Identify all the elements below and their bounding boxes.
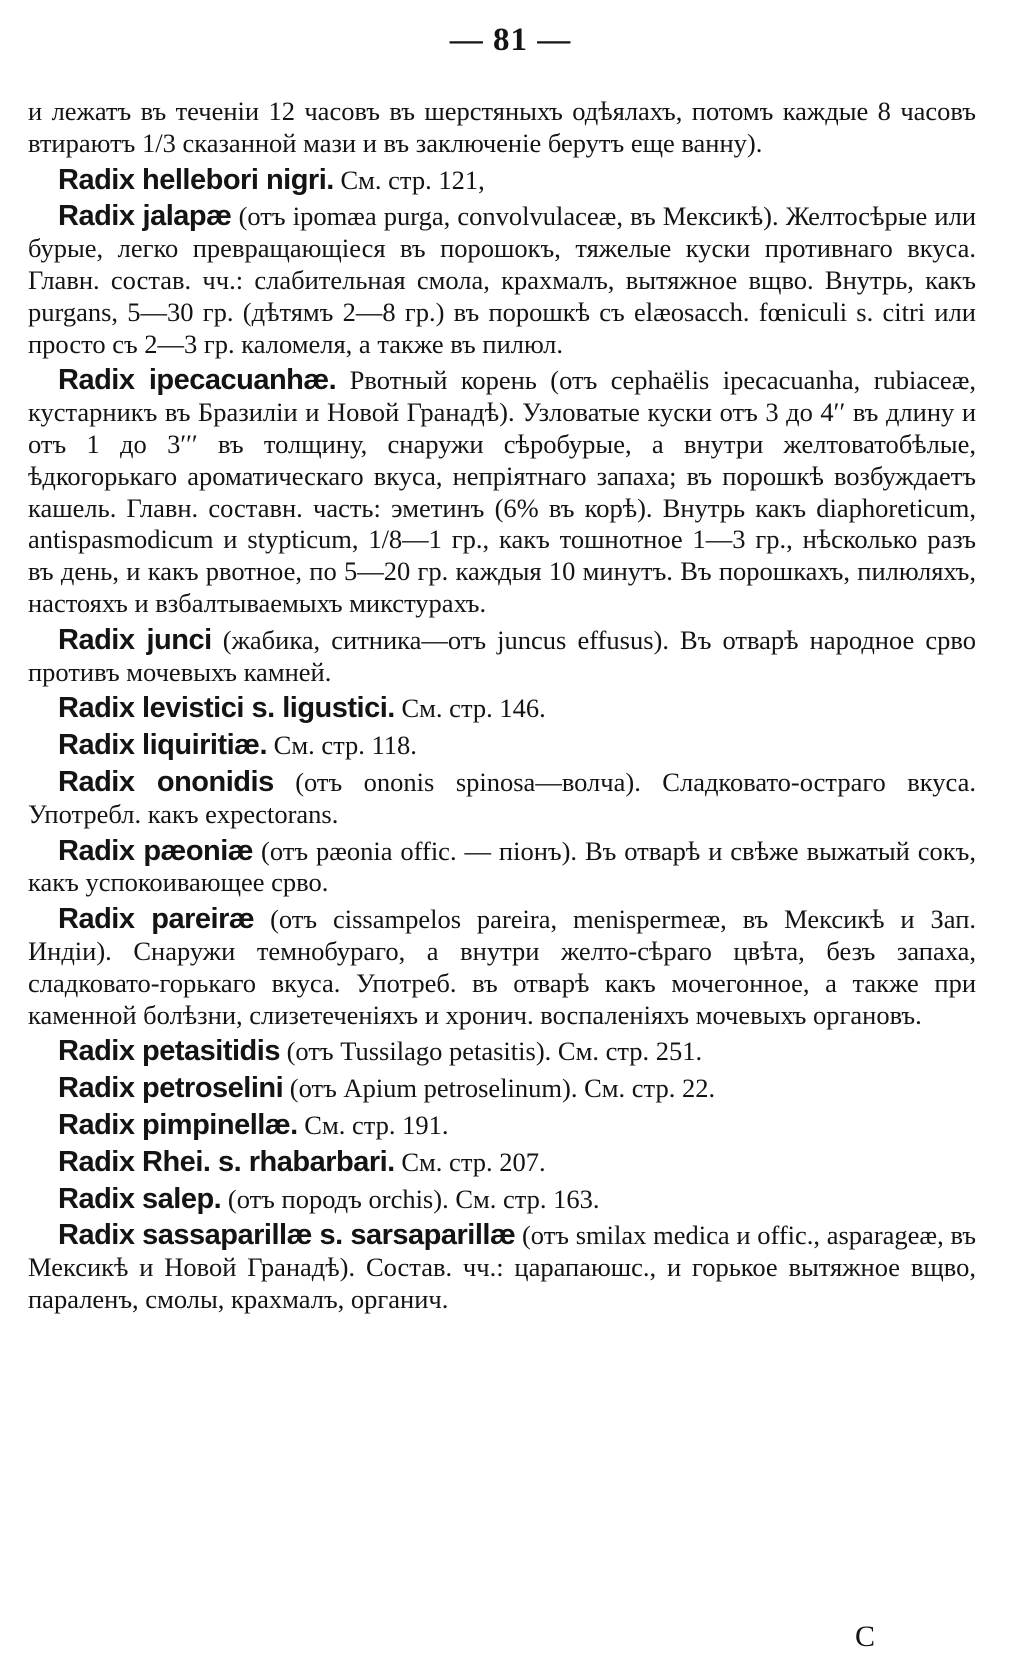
entry-ononidis (28, 767, 976, 831)
entry-text: См. стр. 121, (340, 164, 485, 195)
entry-rhei (28, 1147, 976, 1179)
entry-text: (отъ pæonia offic. — піонъ). Въ отварѣ и свѣже выжатый сокъ, какъ успокоивающее срво. (28, 835, 976, 898)
entry-term: Radix petasitidis (58, 1035, 280, 1068)
entry-term: Radix petroselini (58, 1072, 284, 1105)
entry-text: См. стр. 146. (401, 693, 546, 724)
entry-term: Radix pæoniæ (58, 834, 254, 867)
entry-text: (отъ cissampelos pareira, menispermeæ, въ Мексикѣ и Зап. Индіи). Снаружи темнобураго, а внутри желто-сѣраго цвѣта, безъ запаха, сладковато-горькаго вкуса. Употреб. въ отварѣ какъ мочегонное, а также при каменной болѣзни, слизетеченіяхъ и хронич. воспаленіяхъ мочевыхъ органовъ. (28, 904, 976, 1030)
entry-term: Radix ononidis (58, 765, 274, 798)
entry-liquiritiae (28, 730, 976, 762)
paragraph-continuation (28, 96, 976, 160)
entry-text: См. стр. 207. (401, 1146, 546, 1177)
entry-text: (отъ Apium petroselinum). См. стр. 22. (289, 1073, 716, 1104)
text-column (28, 96, 976, 1316)
entry-text: См. стр. 118. (273, 730, 417, 761)
entry-text: (отъ ononis spinosa—волча). Сладковато-остраго вкуса. Употребл. какъ expectorans. (28, 766, 977, 829)
entry-petroselini (28, 1073, 976, 1105)
entry-text: (жабика, ситника—отъ juncus effusus). Въ отварѣ народное срво противъ мочевыхъ камней. (28, 624, 977, 687)
entry-term: Radix ipecacuanhæ. (58, 364, 337, 397)
entry-term: Radix levistici s. ligustici. (58, 692, 395, 725)
entry-term: Radix liquiritiæ. (58, 729, 268, 762)
entry-text: Рвотный корень (отъ cephaëlis ipecacuanha, rubiaceæ, кустарникъ въ Бразиліи и Новой Гранадѣ). Узловатые куски отъ 3 до 4′′ въ длину и отъ 1 до 3′′′ въ толщину, снаружи сѣробурые, а внутри желтоватобѣлые, ѣдкогорькаго ароматическаго вкуса, непріятнаго запаха; въ порошкѣ возбуждаетъ кашель. Главн. составн. часть: эметинъ (6% въ корѣ). Внутрь какъ diaphoreticum, antispasmodicum и stypticum, 1/8—1 гр., какъ тошнотное 1—3 гр., нѣсколько разъ въ день, и какъ рвотное, по 5—20 гр. каждыя 10 минутъ. Въ порошкахъ, пилюляхъ, настояхъ и взбалтываемыхъ микстурахъ. (28, 365, 976, 618)
entry-text: (отъ smilax medica и offic., asparageæ, въ Мексикѣ и Новой Гранадѣ). Состав. чч.: царапаюшс., и горькое вытяжное вщво, параленъ, смолы, крахмалъ, органич. (28, 1220, 977, 1314)
entry-junci (28, 625, 976, 689)
entry-pimpinellae (28, 1110, 976, 1142)
entry-text: (отъ ipomæa purga, convolvulaceæ, въ Мексикѣ). Желтосѣрые или бурые, легко превращающіеся въ порошокъ, тяжелые куски противнаго вкуса. Главн. состав. чч.: слабительная смола, крахмалъ, вытяжное вщво. Внутрь, какъ purgans, 5—30 гр. (дѣтямъ 2—8 гр.) въ порошкѣ съ elæosacch. fœniculi s. citri или просто съ 2—3 гр. каломеля, а также въ пилюл. (28, 201, 976, 359)
entry-pareirae (28, 904, 976, 1031)
entry-sassaparillae (28, 1220, 976, 1315)
entry-ipecacuanhae (28, 365, 976, 619)
entry-text: (отъ породъ orchis). См. стр. 163. (227, 1183, 600, 1214)
entry-term: Radix salep. (58, 1182, 222, 1215)
entry-term: Radix pimpinellæ. (58, 1108, 298, 1141)
entry-paeoniae (28, 836, 976, 900)
entry-jalapae (28, 201, 976, 360)
entry-text: (отъ Tussilago petasitis). См. стр. 251. (286, 1036, 703, 1067)
page-number: — 81 — (449, 22, 572, 58)
entry-hellebori (28, 165, 976, 197)
entry-petasitidis (28, 1036, 976, 1068)
entry-term: Radix junci (58, 623, 212, 656)
catchword: С (855, 1620, 876, 1653)
entry-levistici (28, 693, 976, 725)
entry-term: Radix pareiræ (58, 903, 255, 936)
entry-term: Radix sassaparillæ s. sarsaparillæ (58, 1219, 516, 1252)
entry-term: Radix hellebori nigri. (58, 163, 334, 196)
entry-salep (28, 1184, 976, 1216)
entry-text: См. стр. 191. (304, 1109, 449, 1140)
entry-term: Radix Rhei. s. rhabarbari. (58, 1145, 395, 1178)
entry-term: Radix jalapæ (58, 200, 232, 233)
paragraph-text: и лежатъ въ теченіи 12 часовъ въ шерстяныхъ одѣялахъ, потомъ каждые 8 часовъ втираютъ 1/3 сказанной мази и въ заключеніе берутъ еще ванну). (28, 96, 976, 158)
